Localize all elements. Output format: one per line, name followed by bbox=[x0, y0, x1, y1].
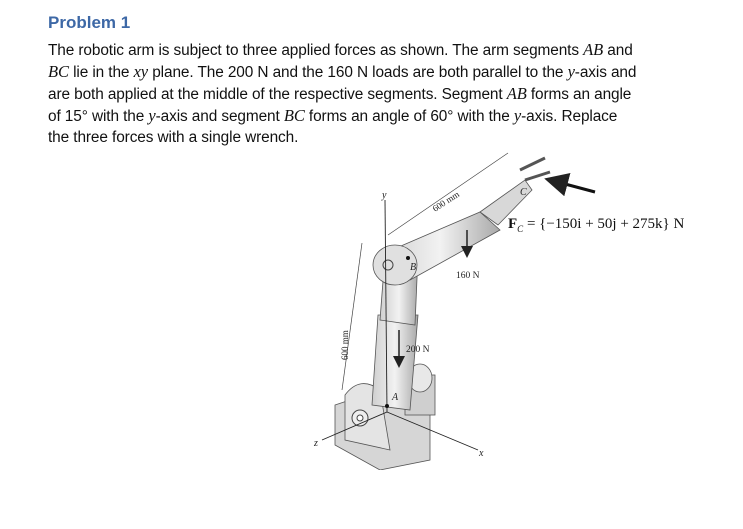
text-run: lie in the bbox=[68, 64, 134, 81]
text-run: the three forces with a single wrench. bbox=[48, 129, 299, 146]
load-200-label: 200 N bbox=[406, 345, 430, 355]
problem-text-line bbox=[48, 39, 728, 61]
text-run: are both applied at the middle of the respective segments. Segment bbox=[48, 86, 507, 103]
dimension-line-ab bbox=[342, 243, 362, 390]
text-run: -axis. Replace bbox=[521, 108, 618, 125]
point-a-dot bbox=[385, 404, 389, 408]
text-run: and bbox=[603, 42, 633, 59]
italic-symbol: BC bbox=[48, 62, 69, 81]
italic-symbol: y bbox=[148, 106, 156, 125]
italic-symbol: y bbox=[567, 62, 575, 81]
problem-text-line bbox=[48, 61, 728, 83]
italic-symbol: AB bbox=[583, 40, 604, 59]
point-b-label: B bbox=[410, 262, 417, 273]
text-run: The robotic arm is subject to three applied forces as shown. The arm segments bbox=[48, 42, 584, 59]
force-c-arrow bbox=[550, 180, 595, 192]
text-run: forms an angle bbox=[526, 86, 632, 103]
y-axis-label: y bbox=[382, 190, 387, 201]
text-run: plane. The 200 N and the 160 N loads are both parallel to the bbox=[148, 64, 568, 81]
load-160-label: 160 N bbox=[456, 271, 480, 281]
italic-symbol: BC bbox=[283, 106, 305, 125]
problem-title: Problem 1 bbox=[48, 13, 131, 32]
z-axis-label: z bbox=[314, 438, 318, 449]
text-run: -axis and bbox=[574, 64, 637, 81]
problem-text-line bbox=[48, 127, 728, 148]
italic-symbol: y bbox=[513, 106, 522, 125]
text-run: -axis and segment bbox=[155, 108, 284, 125]
dimension-ab-label: 600 mm bbox=[340, 330, 350, 360]
force-subscript: C bbox=[517, 224, 524, 234]
italic-symbol: xy bbox=[133, 62, 149, 81]
point-a-label: A bbox=[392, 392, 399, 403]
force-c-equation bbox=[508, 216, 684, 234]
robotic-arm-figure bbox=[300, 150, 720, 470]
point-b-dot bbox=[406, 256, 410, 260]
problem-text-line bbox=[48, 105, 728, 127]
text-run: of 15° with the bbox=[48, 108, 149, 125]
problem-statement bbox=[48, 39, 728, 148]
problem-text-line bbox=[48, 83, 728, 105]
dimension-bc-label: 600 mm bbox=[430, 189, 462, 214]
force-symbol: F bbox=[508, 216, 518, 232]
force-vector: = {−150i + 50j + 275k} N bbox=[523, 216, 685, 232]
x-axis-label: x bbox=[479, 448, 484, 459]
text-run: forms an angle of 60° with the bbox=[304, 108, 514, 125]
point-c-label: C bbox=[520, 187, 527, 198]
italic-symbol: AB bbox=[506, 84, 527, 103]
